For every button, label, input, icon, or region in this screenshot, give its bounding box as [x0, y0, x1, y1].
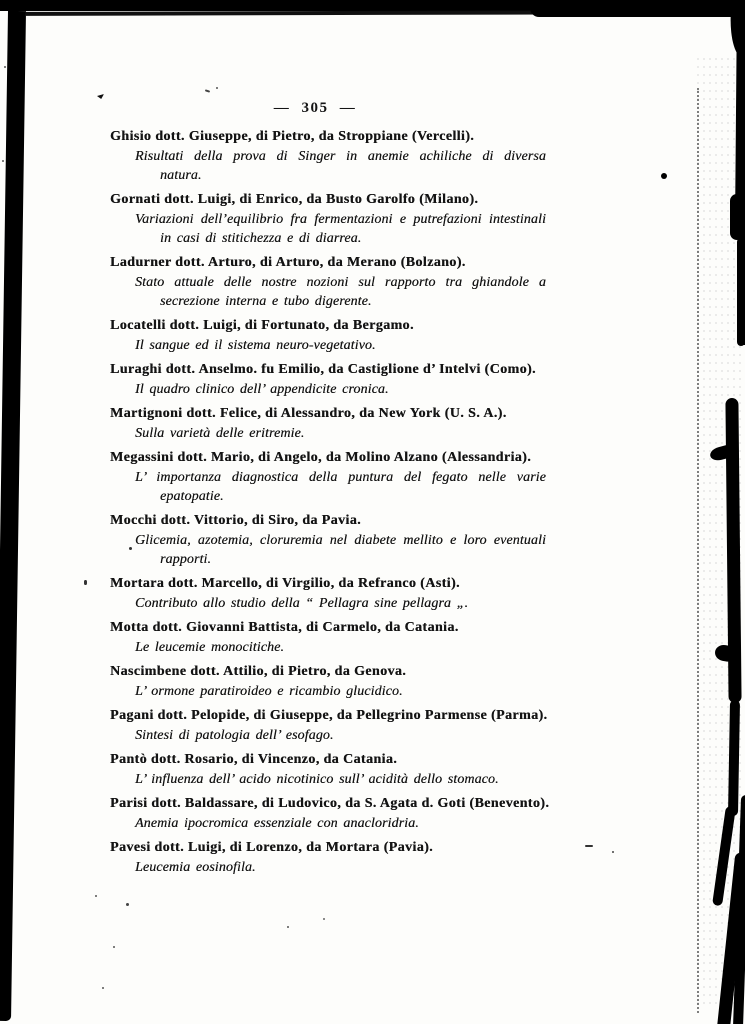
- page-number: — 305 —: [273, 100, 357, 116]
- entries-list: [110, 127, 550, 882]
- entry-name: Megassini dott. Mario, di Angelo, da Molino Alzano (Alessandria).: [110, 450, 532, 465]
- entry-name: Motta dott. Giovanni Battista, di Carmelo, da Catania.: [110, 620, 459, 635]
- ink-speck: [95, 895, 97, 897]
- entry-name: Locatelli dott. Luigi, di Fortunato, da Bergamo.: [110, 318, 414, 333]
- ink-speck: [113, 946, 115, 948]
- entry-thesis-title: Il sangue ed il sistema neuro-vegetativo.: [135, 338, 376, 353]
- ink-speck: [2, 160, 4, 162]
- directory-entry: [110, 404, 546, 443]
- ink-speck: [102, 987, 104, 989]
- entry-name: Parisi dott. Baldassare, di Ludovico, da S. Agata d. Goti (Benevento).: [110, 796, 550, 811]
- directory-entry: [110, 511, 546, 569]
- entry-thesis-title: Glicemia, azotemia, cloruremia nel diabete mellito e loro eventuali rapporti.: [135, 533, 546, 567]
- directory-entry: [110, 316, 546, 355]
- directory-entry: [110, 706, 546, 745]
- entry-name: Luraghi dott. Anselmo. fu Emilio, da Castiglione d’ Intelvi (Como).: [110, 362, 536, 377]
- ink-speck: [97, 94, 104, 99]
- directory-entry: [110, 448, 546, 506]
- entry-thesis-title: Sintesi di patologia dell’ esofago.: [135, 728, 334, 743]
- entry-thesis-title: Sulla varietà delle eritremie.: [135, 426, 305, 441]
- directory-entry: [110, 127, 546, 185]
- directory-entry: [110, 574, 546, 613]
- ink-speck: [84, 580, 87, 585]
- page-edge-dotted-line: [697, 88, 699, 1013]
- scan-artifact-ink-streak: [730, 194, 744, 240]
- entry-name: Pagani dott. Pelopide, di Giuseppe, da Pellegrino Parmense (Parma).: [110, 708, 548, 723]
- entry-name: Martignoni dott. Felice, di Alessandro, da New York (U. S. A.).: [110, 406, 507, 421]
- scan-artifact-top-right-band: [530, 0, 745, 17]
- entry-thesis-title: Anemia ipocromica essenziale con anacloridria.: [135, 816, 419, 831]
- scan-artifact-ink-streak: [735, 14, 745, 210]
- entry-name: Gornati dott. Luigi, di Enrico, da Busto Garolfo (Milano).: [110, 192, 479, 207]
- ink-speck: [612, 851, 614, 853]
- entry-thesis-title: L’ importanza diagnostica della puntura del fegato nelle varie epatopatie.: [135, 470, 546, 504]
- entry-thesis-title: Variazioni dell’equilibrio fra fermentazioni e putrefazioni intestinali in casi di stitichezza e di diarrea.: [135, 212, 546, 246]
- entry-thesis-title: Le leucemie monocitiche.: [135, 640, 285, 655]
- ink-speck: [323, 918, 325, 920]
- entry-name: Ladurner dott. Arturo, di Arturo, da Merano (Bolzano).: [110, 255, 466, 270]
- directory-entry: [110, 838, 546, 877]
- entry-name: Mortara dott. Marcello, di Virgilio, da Refranco (Asti).: [110, 576, 460, 591]
- scan-artifact-ink-streak: [737, 238, 745, 346]
- directory-entry: [110, 618, 546, 657]
- ink-speck: [126, 903, 129, 906]
- ink-speck: [216, 87, 218, 89]
- entry-thesis-title: Leucemia eosinofila.: [135, 860, 256, 875]
- entry-thesis-title: L’ influenza dell’ acido nicotinico sull’ acidità dello stomaco.: [135, 772, 499, 787]
- directory-entry: [110, 360, 546, 399]
- directory-entry: [110, 662, 546, 701]
- ink-speck: [585, 845, 593, 847]
- entry-name: Ghisio dott. Giuseppe, di Pietro, da Stroppiane (Vercelli).: [110, 129, 475, 144]
- entry-name: Nascimbene dott. Attilio, di Pietro, da Genova.: [110, 664, 407, 679]
- directory-entry: [110, 190, 546, 248]
- directory-entry: [110, 253, 546, 311]
- directory-entry: [110, 794, 550, 833]
- ink-speck: [4, 66, 6, 68]
- entry-name: Mocchi dott. Vittorio, di Siro, da Pavia.: [110, 513, 362, 528]
- scan-artifact-ink-streak: [728, 700, 740, 816]
- entry-thesis-title: Il quadro clinico dell’ appendicite cronica.: [135, 382, 389, 397]
- ink-speck: [205, 89, 210, 92]
- scan-artifact-left-bar: [0, 11, 26, 1021]
- ink-speck: [661, 173, 667, 179]
- entry-thesis-title: Stato attuale delle nostre nozioni sul rapporto tra ghiandole a secrezione interna e tubo digerente.: [135, 275, 546, 309]
- entry-name: Pavesi dott. Luigi, di Lorenzo, da Mortara (Pavia).: [110, 840, 434, 855]
- directory-entry: [110, 750, 546, 789]
- entry-name: Pantò dott. Rosario, di Vincenzo, da Catania.: [110, 752, 398, 767]
- entry-thesis-title: Risultati della prova di Singer in anemie achiliche di diversa natura.: [135, 149, 546, 183]
- ink-speck: [287, 926, 289, 928]
- entry-thesis-title: Contributo allo studio della “ Pellagra sine pellagra „.: [135, 596, 469, 611]
- entry-thesis-title: L’ ormone paratiroideo e ricambio glucidico.: [135, 684, 403, 699]
